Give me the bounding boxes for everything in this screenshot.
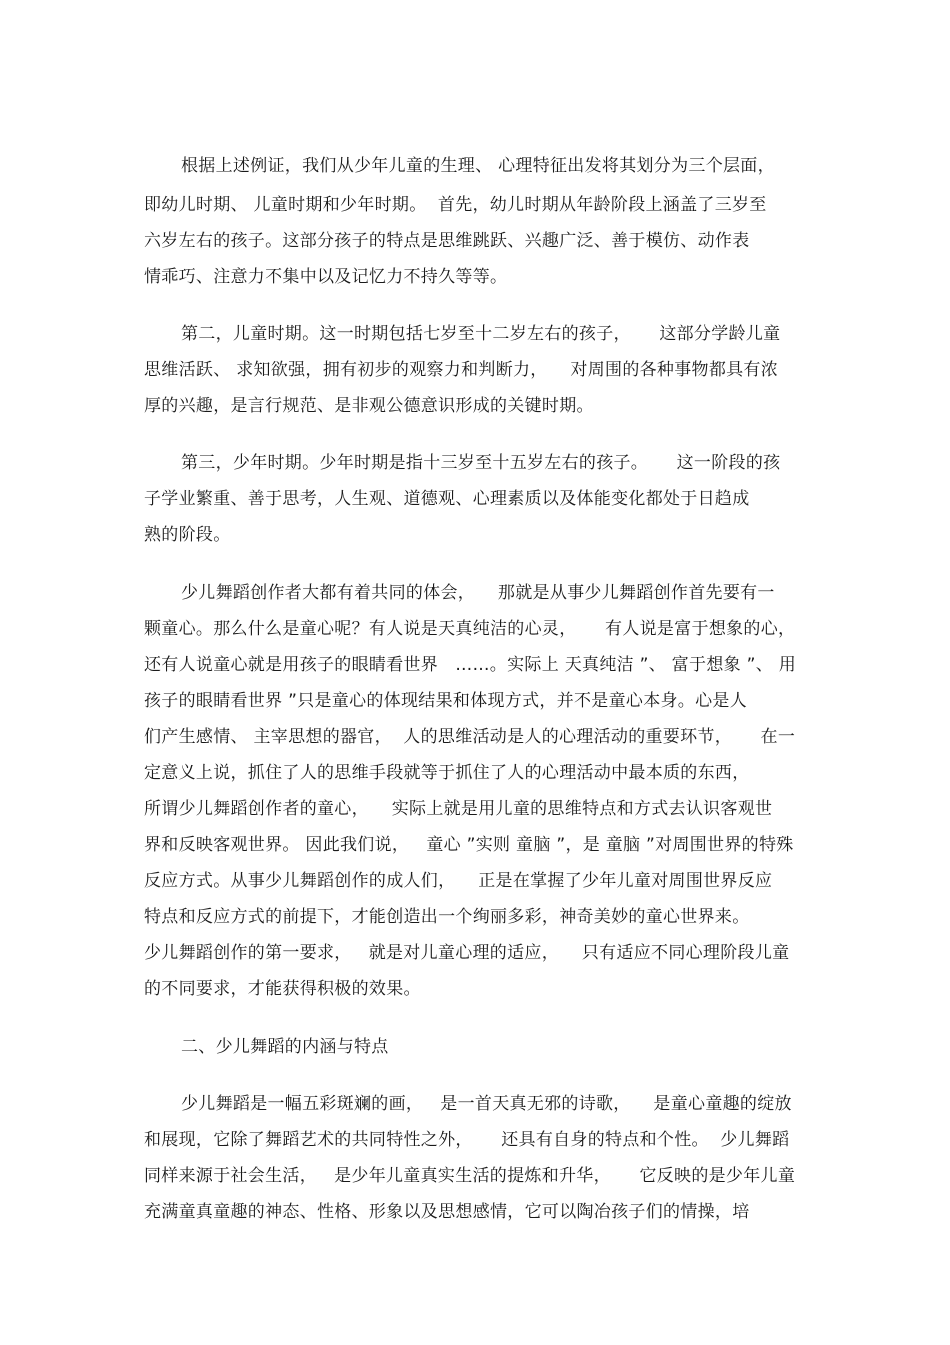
- text-line: 思维活跃、 求知欲强，拥有初步的观察力和判断力， 对周围的各种事物都具有浓: [144, 360, 779, 380]
- text-line: 还有人说童心就是用孩子的眼睛看世界 ……。实际上 天真纯洁 ”、 富于想象 ”、 用: [144, 655, 797, 675]
- text-line: 情乖巧、注意力不集中以及记忆力不持久等等。: [144, 267, 508, 287]
- text-line: 和展现，它除了舞蹈艺术的共同特性之外， 还具有自身的特点和个性。 少儿舞蹈: [144, 1130, 790, 1150]
- text-line: 少儿舞蹈创作的第一要求， 就是对儿童心理的适应， 只有适应不同心理阶段儿童: [144, 943, 790, 963]
- text-line: 即幼儿时期、 儿童时期和少年时期。 首先，幼儿时期从年龄阶段上涵盖了三岁至: [144, 195, 767, 215]
- text-line: 第三，少年时期。少年时期是指十三岁至十五岁左右的孩子。 这一阶段的孩: [181, 453, 781, 473]
- text-line: 根据上述例证，我们从少年儿童的生理、 心理特征出发将其划分为三个层面，: [181, 156, 775, 176]
- text-line: 熟的阶段。: [144, 525, 231, 545]
- text-line: 少儿舞蹈创作者大都有着共同的体会， 那就是从事少儿舞蹈创作首先要有一: [181, 583, 775, 603]
- text-line: 反应方式。从事少儿舞蹈创作的成人们， 正是在掌握了少年儿童对周围世界反应: [144, 871, 773, 891]
- text-line: 特点和反应方式的前提下，才能创造出一个绚丽多彩，神奇美妙的童心世界来。: [144, 907, 750, 927]
- text-line: 孩子的眼睛看世界 ”只是童心的体现结果和体现方式，并不是童心本身。心是人: [144, 691, 748, 711]
- text-line: 所谓少儿舞蹈创作者的童心， 实际上就是用儿童的思维特点和方式去认识客观世: [144, 799, 773, 819]
- text-line: 充满童真童趣的神态、性格、形象以及思想感情，它可以陶冶孩子们的情操，培: [144, 1202, 750, 1222]
- text-line: 定意义上说，抓住了人的思维手段就等于抓住了人的心理活动中最本质的东西，: [144, 763, 750, 783]
- text-line: 颗童心。那么什么是童心呢？有人说是天真纯洁的心灵， 有人说是富于想象的心，: [144, 619, 796, 639]
- text-line: 第二，儿童时期。这一时期包括七岁至十二岁左右的孩子， 这部分学龄儿童: [181, 324, 781, 344]
- text-line: 少儿舞蹈是一幅五彩斑斓的画， 是一首天真无邪的诗歌， 是童心童趣的绽放: [181, 1094, 792, 1114]
- text-line: 界和反映客观世界。 因此我们说， 童心 ”实则 童脑 ”，是 童脑 ”对周围世界的特殊: [144, 835, 794, 855]
- text-line: 同样来源于社会生活， 是少年儿童真实生活的提炼和升华， 它反映的是少年儿童: [144, 1166, 796, 1186]
- section-heading: 二、少儿舞蹈的内涵与特点: [181, 1037, 389, 1057]
- text-line: 们产生感情、 主宰思想的器官， 人的思维活动是人的心理活动的重要环节， 在一: [144, 727, 796, 747]
- text-line: 六岁左右的孩子。这部分孩子的特点是思维跳跃、兴趣广泛、善于模仿、动作表: [144, 231, 750, 251]
- text-line: 的不同要求，才能获得积极的效果。: [144, 979, 421, 999]
- text-line: 子学业繁重、善于思考，人生观、道德观、心理素质以及体能变化都处于日趋成: [144, 489, 750, 509]
- text-line: 厚的兴趣，是言行规范、是非观公德意识形成的关键时期。: [144, 396, 594, 416]
